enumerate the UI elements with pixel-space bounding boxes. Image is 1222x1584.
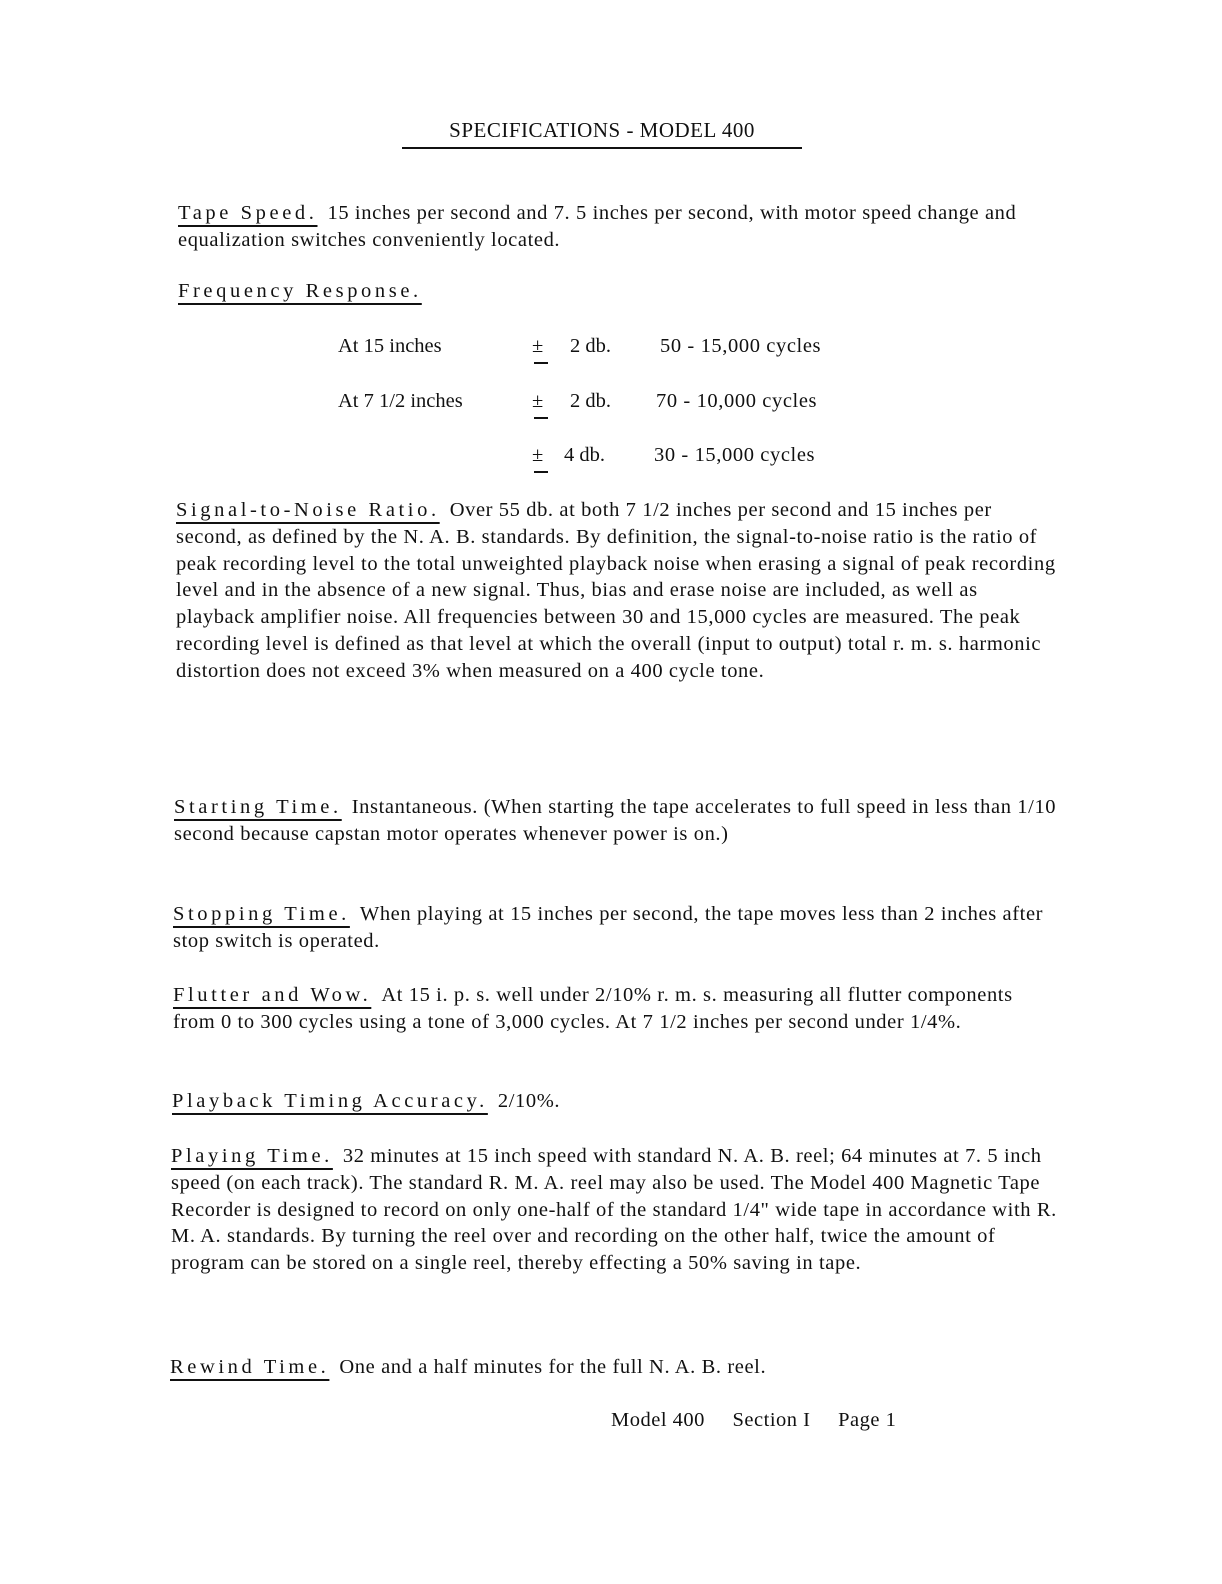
frequency-row: ± 4 db. 30 - 15,000 cycles	[338, 444, 898, 474]
stopping-time-section	[173, 901, 1078, 955]
stopping-time-heading: Stopping Time.	[173, 903, 350, 925]
playing-time-section	[171, 1143, 1066, 1277]
frequency-row-range: 30 - 15,000 cycles	[654, 444, 816, 466]
footer-page-number: Page 1	[838, 1409, 897, 1431]
playback-timing-text: 2/10%.	[497, 1090, 561, 1112]
starting-time-heading: Starting Time.	[174, 796, 342, 818]
signal-to-noise-heading: Signal-to-Noise Ratio.	[176, 499, 440, 521]
frequency-response-heading: Frequency Response.	[178, 280, 422, 302]
frequency-row-range: 70 - 10,000 cycles	[656, 390, 818, 412]
signal-to-noise-section	[176, 497, 1056, 685]
rewind-time-heading: Rewind Time.	[170, 1356, 330, 1378]
frequency-row: At 15 inches ± 2 db. 50 - 15,000 cycles	[338, 335, 898, 365]
page-title: SPECIFICATIONS - MODEL 400	[402, 118, 802, 149]
flutter-wow-text: At 15 i. p. s. well under 2/10% r. m. s. measuring all flutter components from 0 to 300 cycles using a tone of 3,000 cycles. At 7 1/2 inches per second under 1/4%.	[173, 984, 1013, 1033]
tape-speed-text: 15 inches per second and 7. 5 inches per second, with motor speed change and equalization switches conveniently located.	[178, 202, 1017, 251]
rewind-time-section	[170, 1354, 1075, 1381]
footer-model: Model 400	[611, 1409, 705, 1431]
footer-section: Section I	[732, 1409, 811, 1431]
frequency-row-range: 50 - 15,000 cycles	[660, 335, 822, 357]
tape-speed-section	[178, 200, 1083, 254]
tape-speed-heading: Tape Speed.	[178, 202, 318, 224]
starting-time-text: Instantaneous. (When starting the tape accelerates to full speed in less than 1/10 second because capstan motor operates whenever power is on.)	[174, 796, 1057, 845]
page-footer	[611, 1409, 918, 1432]
playback-timing-section	[172, 1088, 1077, 1115]
flutter-wow-heading: Flutter and Wow.	[173, 984, 372, 1006]
frequency-row-label: At 7 1/2 inches	[338, 390, 463, 412]
starting-time-section	[174, 794, 1079, 848]
frequency-row-tolerance: 2 db.	[570, 390, 611, 412]
frequency-row: At 7 1/2 inches ± 2 db. 70 - 10,000 cycles	[338, 390, 898, 420]
playing-time-text: 32 minutes at 15 inch speed with standard N. A. B. reel; 64 minutes at 7. 5 inch speed (on each track). The standard R. M. A. reel may also be used. The Model 400 Magnetic Tape Recorder is designed to record on only one-half of the standard 1/4" wide tape in accordance with R. M. A. standards. By turning the reel over and recording on the other half, twice the amount of program can be stored on a single reel, thereby effecting a 50% saving in tape.	[171, 1145, 1057, 1275]
frequency-row-label: At 15 inches	[338, 335, 442, 357]
stopping-time-text: When playing at 15 inches per second, the tape moves less than 2 inches after stop switch is operated.	[173, 903, 1044, 952]
signal-to-noise-text: Over 55 db. at both 7 1/2 inches per second and 15 inches per second, as defined by the N. A. B. standards. By definition, the signal-to-noise ratio is the ratio of peak recording level to the total unweighted playback noise when erasing a signal of peak recording level and in the absence of a new signal. Thus, bias and erase noise are included, as well as playback amplifier noise. All frequencies between 30 and 15,000 cycles are measured. The peak recording level is defined as that level at which the overall (input to output) total r. m. s. harmonic distortion does not exceed 3% when measured on a 400 cycle tone.	[176, 499, 1056, 682]
rewind-time-text: One and a half minutes for the full N. A. B. reel.	[339, 1356, 767, 1378]
playing-time-heading: Playing Time.	[171, 1145, 333, 1167]
playback-timing-heading: Playback Timing Accuracy.	[172, 1090, 488, 1112]
frequency-row-tolerance: 4 db.	[564, 444, 605, 466]
frequency-row-tolerance: 2 db.	[570, 335, 611, 357]
flutter-wow-section	[173, 982, 1053, 1036]
